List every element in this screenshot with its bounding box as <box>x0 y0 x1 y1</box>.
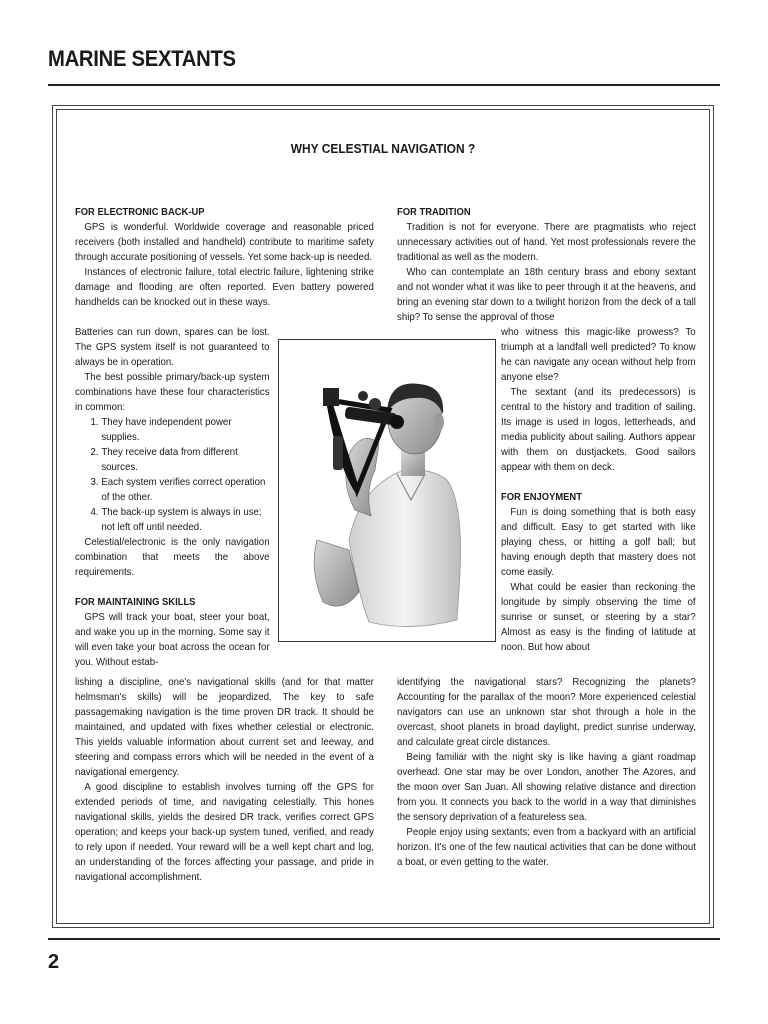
paragraph: Being familiar with the night sky is like having a giant roadmap overhead. One star may be over London, another The Azores, and the moon over San Juan. All showing relative distance and direction from you. It connects you back to the world in a way that diminishes the sensory deprivation of a featureless sea. <box>397 752 696 823</box>
right-column-narrow <box>501 325 696 655</box>
paragraph: GPS is wonderful. Worldwide coverage and reasonable priced receivers (both installed and handheld) contribute to maritime safety through accurate positioning of vessels. Yet some back-up is needed. <box>75 222 374 263</box>
paragraph: Fun is doing something that is both easy and difficult. Easy to get started with like playing chess, or hitting a golf ball; but having enough depth that mastery does not come easily. <box>501 507 696 578</box>
left-column-bottom <box>75 675 374 885</box>
list-item: 1. They have independent power supplies. <box>101 415 269 445</box>
characteristics-list <box>75 415 270 535</box>
footer-rule <box>48 938 720 940</box>
paragraph: who witness this magic-like prowess? To triumph at a landfall well predicted? To know he can navigate any ocean without help from anyone else? <box>501 327 696 383</box>
article-title: WHY CELESTIAL NAVIGATION ? <box>290 141 476 156</box>
paragraph: Instances of electronic failure, total electric failure, lightening strike damage and flooding are often reported. Even battery powered handhelds can be knocked out in these ways. <box>75 267 374 308</box>
paragraph: identifying the navigational stars? Recognizing the planets? Accounting for the parallax of the moon? More experienced celestial navigators can use an unknown star shot through a hole in the overcast, shoot planets in broad daylight, predict sunrise underway, and calculate great circle distances. <box>397 677 696 748</box>
page-number: 2 <box>48 951 60 973</box>
paragraph: The sextant (and its predecessors) is central to the history and tradition of sailing. Its image is used in logos, letterheads, and media publicity about sailing. Authors appear with them on dustjackets. Good sailors appear with them on deck. <box>501 387 696 473</box>
right-column-bottom <box>397 675 696 870</box>
right-column-top <box>397 205 696 325</box>
header-rule <box>48 84 720 86</box>
list-item: 3. Each system verifies correct operation of the other. <box>101 475 269 505</box>
paragraph: People enjoy using sextants; even from a backyard with an artificial horizon. It's one of the few nautical activities that can be done without a boat, or even getting to the water. <box>397 827 696 868</box>
section-heading-skills: FOR MAINTAINING SKILLS <box>75 597 196 608</box>
section-heading-tradition: FOR TRADITION <box>397 207 471 218</box>
paragraph: The best possible primary/back-up system combinations have these four characteristics in common: <box>75 372 270 413</box>
paragraph: lishing a discipline, one's navigational skills (and for that matter helmsman's skills) will be jeopardized. The key to safe passagemaking navigation is the time proven DR track. It should be maintained, and updated with fixes whether celestial or electronic. This yields valuable information about current set and leeway, and steering and compass errors which will be needed in the event of a navigational emergency. <box>75 677 374 778</box>
left-column-top <box>75 205 374 310</box>
section-heading-backup: FOR ELECTRONIC BACK-UP <box>75 207 205 218</box>
sextant-man-photo <box>278 339 496 642</box>
section-heading-enjoyment: FOR ENJOYMENT <box>501 492 582 503</box>
left-column-narrow <box>75 325 270 670</box>
list-item: 2. They receive data from different sources. <box>101 445 269 475</box>
paragraph: Celestial/electronic is the only navigation combination that meets the above requirements. <box>75 537 270 578</box>
paragraph: Tradition is not for everyone. There are pragmatists who reject unnecessary activities out of hand. Yet most professionals revere the traditional as well as the modern. <box>397 222 696 263</box>
list-item: 4. The back-up system is always in use; not left off until needed. <box>101 505 269 535</box>
sextant-man-illustration <box>279 340 495 641</box>
paragraph: What could be easier than reckoning the longitude by simply observing the time of sunrise or sunset, or steering by a star? Almost as easy is the finding of latitude at noon. But how about <box>501 582 696 653</box>
paragraph: GPS will track your boat, steer your boat, and wake you up in the morning. Some say it will even take your boat across the ocean for you. Without estab- <box>75 612 270 668</box>
paragraph: A good discipline to establish involves turning off the GPS for extended periods of time, and navigating celestially. This hones navigational skills, yields the desired DR track, verifies correct GPS operation; and keeps your back-up system tuned, verified, and ready to rely upon if needed. Your reward will be a well kept chart and log, an understanding of the forces affecting your passage, and pride in navigational accomplishment. <box>75 782 374 883</box>
paragraph: Batteries can run down, spares can be lost. The GPS system itself is not guaranteed to always be in operation. <box>75 327 270 368</box>
page-header-title: MARINE SEXTANTS <box>48 46 236 71</box>
paragraph: Who can contemplate an 18th century brass and ebony sextant and not wonder what it was like to peer through it at the heavens, and bring an evening star down to a twilight horizon from the deck of a tall ship? To sense the approval of those <box>397 267 696 323</box>
